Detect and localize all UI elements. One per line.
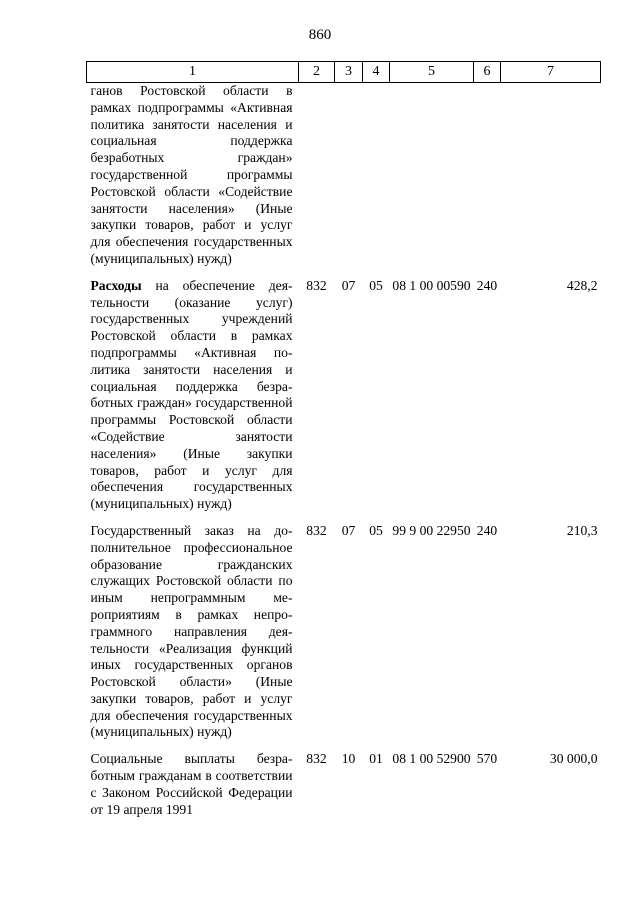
budget-table	[86, 61, 601, 818]
row-section-code	[335, 83, 363, 278]
row-section-code: 07	[341, 522, 356, 538]
header-col-6: 6	[474, 62, 501, 83]
row-description-text: ганов Ростовской области в рамках подпрограммы «Активная политика занятости населения и социальная поддержка безработных граждан» государственной программы Ростовской области «Содействие занятости населения» (Иные закупки товаров, работ и услуг для обеспечения государственных (муниципальных) нужд)	[90, 83, 293, 266]
page-number: 860	[308, 27, 332, 43]
row-target-article: 99 9 00 22950	[392, 522, 471, 538]
row-description	[87, 83, 299, 278]
header-col-2: 2	[299, 62, 335, 83]
table-row	[87, 83, 601, 278]
row-description	[87, 278, 299, 523]
row-amount: 30 000,0	[549, 751, 598, 767]
row-subsection-code	[363, 83, 390, 278]
row-expense-type: 240	[476, 277, 498, 293]
row-amount	[501, 83, 601, 278]
header-col-4: 4	[363, 62, 390, 83]
table-header	[87, 62, 601, 83]
header-row	[87, 62, 601, 83]
row-description-text: на обеспечение деятельности (оказание услуг) государственных учреждений Ростовской области в рамках подпрограммы «Активная политика занятости населения и социальная поддержка безработных граждан» государственной программы Ростовской области «Содействие занятости населения» (Иные закупки товаров, работ и услуг для обеспечения государственных (муниципальных) нужд)	[90, 277, 293, 512]
header-col-1: 1	[87, 62, 299, 83]
row-target-article: 08 1 00 00590	[392, 277, 471, 293]
row-section-code: 10	[341, 751, 356, 767]
row-target-article	[390, 83, 474, 278]
row-ministry-code: 832	[306, 751, 327, 767]
table-row	[87, 751, 601, 818]
row-section-code: 07	[341, 277, 356, 293]
table-row	[87, 523, 601, 751]
header-col-5: 5	[390, 62, 474, 83]
row-description	[87, 751, 299, 818]
header-col-7: 7	[501, 62, 601, 83]
row-ministry-code: 832	[306, 277, 327, 293]
row-subsection-code: 01	[369, 751, 383, 767]
row-amount: 428,2	[566, 277, 598, 293]
table-row	[87, 278, 601, 523]
row-description	[87, 523, 299, 751]
row-target-article: 08 1 00 52900	[392, 751, 471, 767]
row-ministry-code: 832	[306, 522, 327, 538]
row-ministry-code	[299, 83, 335, 278]
row-expense-type: 570	[476, 751, 498, 767]
row-description-text: Государственный заказ на дополнительное профессиональное образование гражданских служащих Ростовской области по иным непрограммным мероприятиям в рамках непрограммного направления деятельности «Реализация функций иных государственных органов Ростовской области» (Иные закупки товаров, работ и услуг для обеспечения государственных (муниципальных) нужд)	[90, 522, 293, 740]
row-subsection-code: 05	[369, 277, 383, 293]
row-expense-type: 240	[476, 522, 498, 538]
row-description-text: Социальные выплаты безработным гражданам в соответствии с Законом Российской Федерации от 19 апреля 1991	[90, 751, 293, 817]
table-body	[87, 83, 601, 819]
row-expense-type	[474, 83, 501, 278]
row-amount: 210,3	[566, 522, 598, 538]
header-col-3: 3	[335, 62, 363, 83]
row-subsection-code: 05	[369, 522, 383, 538]
row-bold-lead: Расходы	[90, 277, 142, 293]
